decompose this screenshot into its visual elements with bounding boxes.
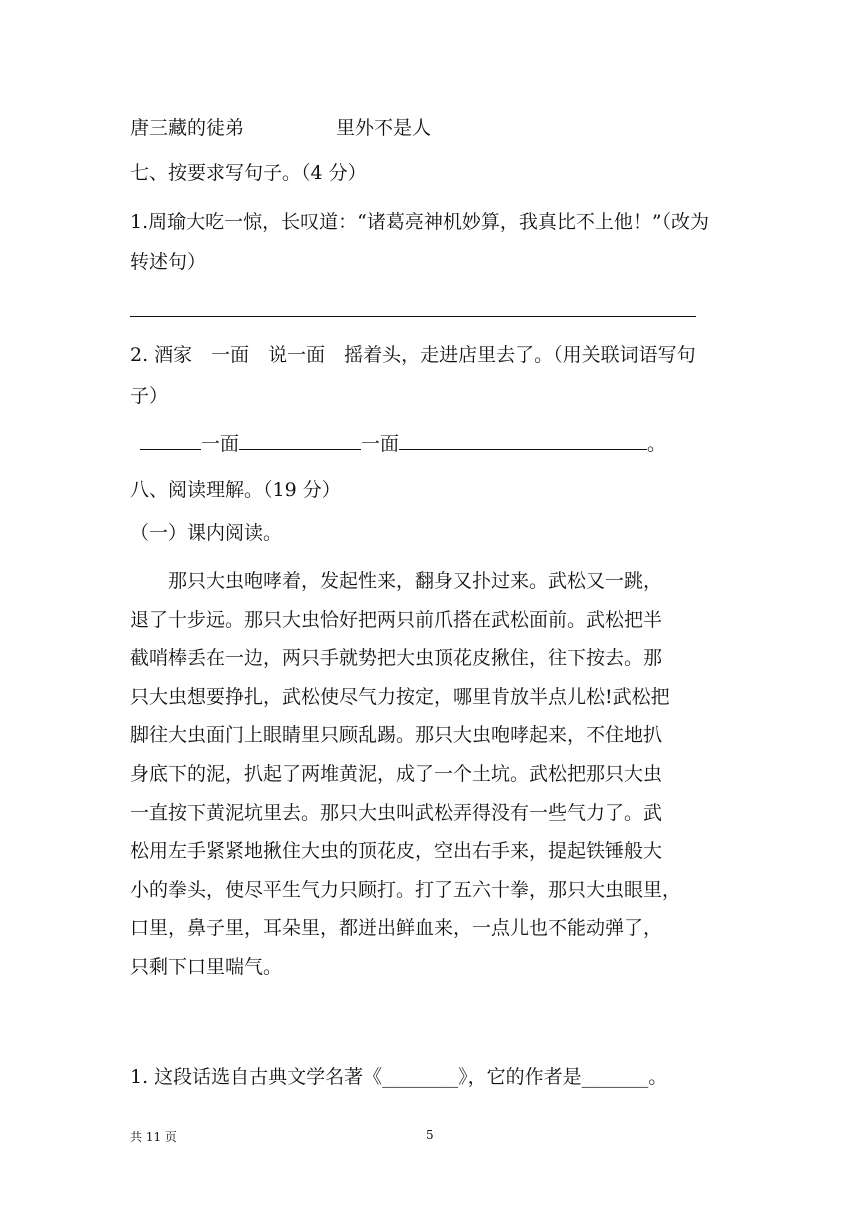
- fill-end: 。: [647, 433, 667, 455]
- question-7-1-line-2: 转述句）: [130, 251, 207, 273]
- question-8-1-text-b: 》，它的作者是: [458, 1066, 582, 1088]
- idiom-left: 唐三藏的徒弟: [130, 117, 245, 139]
- passage-line: 只大虫想要挣扎，武松使尽气力按定，哪里肯放半点儿松!武松把: [130, 685, 670, 708]
- passage-line: 身底下的泥，扒起了两堆黄泥，成了一个土坑。武松把那只大虫: [130, 762, 663, 785]
- question-8-1-text-a: 1. 这段话选自古典文学名著《: [130, 1066, 383, 1088]
- answer-line-7-1[interactable]: [130, 316, 696, 317]
- part-1-heading: （一）课内阅读。: [130, 522, 283, 544]
- fill-word-b: 一面: [361, 433, 400, 455]
- passage-line: 截哨棒丢在一边，两只手就势把大虫顶花皮揪住，往下按去。那: [130, 647, 663, 670]
- fill-word-a: 一面: [201, 433, 240, 455]
- passage-line: 松用左手紧紧地揪住大虫的顶花皮，空出右手来，提起铁锤般大: [130, 840, 663, 863]
- question-8-1: [130, 1065, 667, 1089]
- question-7-1-line-1: 1.周瑜大吃一惊，长叹道：“诸葛亮神机妙算，我真比不上他！”（改为: [130, 211, 710, 233]
- book-title-blank[interactable]: ________: [382, 1066, 459, 1088]
- passage-line: 口里，鼻子里，耳朵里，都迸出鲜血来，一点儿也不能动弹了，: [130, 917, 663, 940]
- footer-page-number: 5: [426, 1128, 434, 1142]
- section-8-heading: 八、阅读理解。（19 分）: [130, 479, 341, 501]
- idiom-row: [130, 116, 431, 140]
- section-7-heading: 七、按要求写句子。（4 分）: [130, 162, 367, 184]
- question-7-2-fill-row: [140, 431, 666, 456]
- passage-line: 小的拳头，使尽平生气力只顾打。打了五六十拳，那只大虫眼里，: [130, 878, 682, 901]
- reading-passage: [130, 562, 730, 987]
- author-blank[interactable]: _______: [581, 1066, 649, 1088]
- question-7-2-line-1: 2. 酒家 一面 说一面 摇着头，走进店里去了。（用关联词语写句: [130, 344, 696, 366]
- idiom-right: 里外不是人: [336, 117, 432, 139]
- fill-blank-3[interactable]: [399, 431, 647, 450]
- fill-blank-2[interactable]: [239, 431, 361, 450]
- question-7-2-line-2: 子）: [130, 385, 169, 407]
- question-8-1-text-c: 。: [648, 1066, 668, 1088]
- footer-total-pages: 共 11 页: [130, 1130, 177, 1144]
- passage-line: 脚往大虫面门上眼睛里只顾乱踢。那只大虫咆哮起来，不住地扒: [130, 724, 663, 747]
- passage-line: 一直按下黄泥坑里去。那只大虫叫武松弄得没有一些气力了。武: [130, 801, 663, 824]
- fill-blank-1[interactable]: [140, 431, 201, 450]
- passage-line: 那只大虫咆哮着，发起性来，翻身又扑过来。武松又一跳，: [130, 570, 663, 592]
- passage-line: 退了十步远。那只大虫恰好把两只前爪搭在武松面前。武松把半: [130, 608, 663, 631]
- passage-line: 只剩下口里喘气。: [130, 955, 283, 978]
